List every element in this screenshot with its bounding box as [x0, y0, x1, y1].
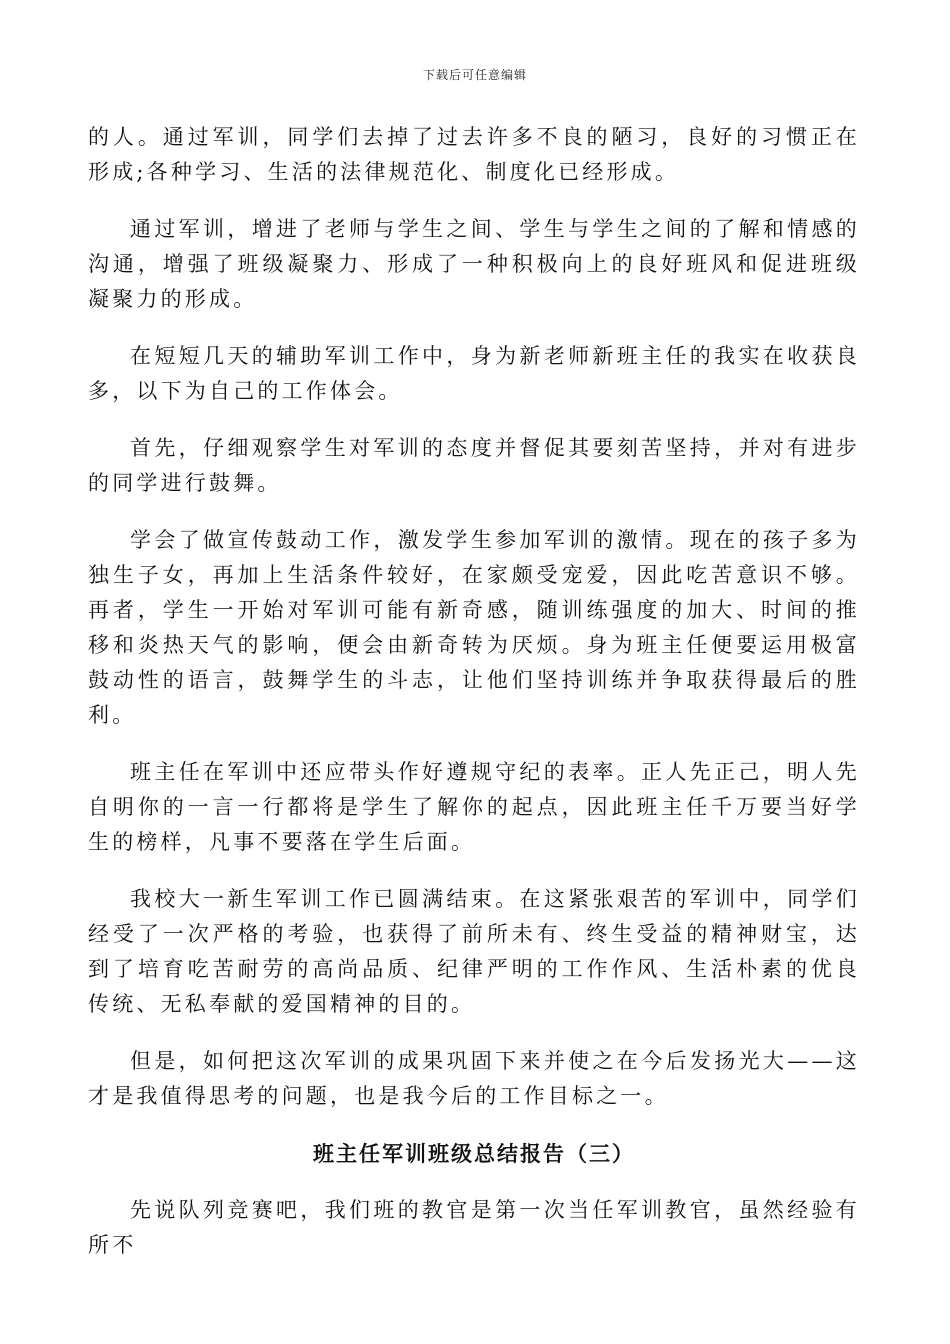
paragraph: 先说队列竞赛吧，我们班的教官是第一次当任军训教官，虽然经验有所不	[88, 1198, 860, 1257]
paragraph: 首先，仔细观察学生对军训的态度并督促其要刻苦坚持，并对有进步的同学进行鼓舞。	[88, 436, 860, 495]
paragraph: 但是，如何把这次军训的成果巩固下来并使之在今后发扬光大——这才是我值得思考的问题，也是我今后的工作目标之一。	[88, 1049, 860, 1108]
paragraph: 的人。通过军训，同学们去掉了过去许多不良的陋习，良好的习惯正在形成;各种学习、生活的法律规范化、制度化已经形成。	[88, 125, 860, 184]
page-header: 下载后可任意编辑	[422, 68, 527, 82]
paragraph: 通过军训，增进了老师与学生之间、学生与学生之间的了解和情感的沟通，增强了班级凝聚力、形成了一种积极向上的良好班风和促进班级凝聚力的形成。	[88, 217, 860, 311]
paragraph: 我校大一新生军训工作已圆满结束。在这紧张艰苦的军训中，同学们经受了一次严格的考验，也获得了前所未有、终生受益的精神财宝，达到了培育吃苦耐劳的高尚品质、纪律严明的工作作风、生活朴素的优良传统、无私奉献的爱国精神的目的。	[88, 887, 860, 1016]
paragraph: 学会了做宣传鼓动工作，激发学生参加军训的激情。现在的孩子多为独生子女，再加上生活条件较好，在家颇受宠爱，因此吃苦意识不够。再者，学生一开始对军训可能有新奇感，随训练强度的加大、时间的推移和炎热天气的影响，便会由新奇转为厌烦。身为班主任便要运用极富鼓动性的语言，鼓舞学生的斗志，让他们坚持训练并争取获得最后的胜利。	[88, 528, 860, 727]
document-body	[88, 120, 860, 1285]
paragraph: 在短短几天的辅助军训工作中，身为新老师新班主任的我实在收获良多，以下为自己的工作体会。	[88, 344, 860, 403]
section-heading: 班主任军训班级总结报告（三）	[313, 1141, 635, 1166]
paragraph: 班主任在军训中还应带头作好遵规守纪的表率。正人先正己，明人先自明你的一言一行都将是学生了解你的起点，因此班主任千万要当好学生的榜样，凡事不要落在学生后面。	[88, 760, 860, 854]
